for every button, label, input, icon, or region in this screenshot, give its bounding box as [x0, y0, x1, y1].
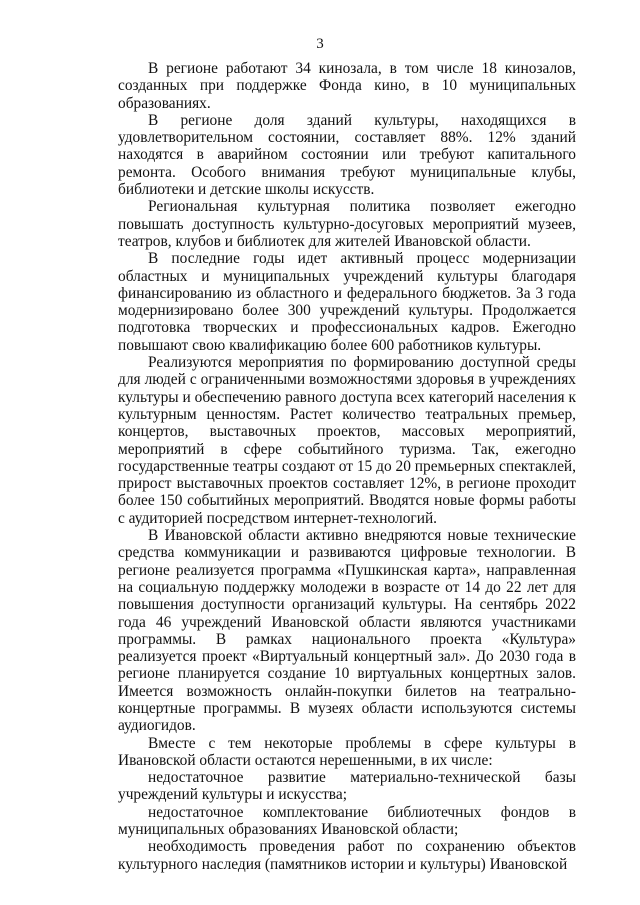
paragraph-problems-intro: Вместе с тем некоторые проблемы в сфере культуры в Ивановской области остаются нерешенными, в их числе:: [118, 734, 576, 769]
paragraph-cinemas: В регионе работают 34 кинозала, в том числе 18 кинозалов, созданных при поддержке Фонда кино, в 10 муниципальных образованиях.: [118, 60, 576, 112]
paragraph-digital-technologies: В Ивановской области активно внедряются новые технические средства коммуникации и развиваются цифровые технологии. В регионе реализуется программа «Пушкинская карта», направленная на социальную поддержку молодежи в возрасте от 14 до 22 лет для повышения доступности организаций культуры. На сентябрь 2022 года 46 учреждений Ивановской области являются участниками программы. В рамках национального проекта «Культура» реализуется проект «Виртуальный концертный зал». До 2030 года в регионе планируется создание 10 виртуальных концертных залов. Имеется возможность онлайн-покупки билетов на театрально-концертные программы. В музеях области используются системы аудиогидов.: [118, 527, 576, 735]
list-item-library-funds: недостаточное комплектование библиотечных фондов в муниципальных образованиях Ивановской области;: [118, 803, 576, 839]
paragraph-buildings-condition: В регионе доля зданий культуры, находящихся в удовлетворительном состоянии, составляет 88%. 12% зданий находятся в аварийном состоянии или требуют капитального ремонта. Особого внимания требуют муниципальные клубы, библиотеки и детские школы искусств.: [118, 111, 576, 199]
list-item-heritage-preservation: необходимость проведения работ по сохранению объектов культурного наследия (памятников истории и культуры) Ивановской: [118, 838, 576, 873]
paragraph-cultural-policy: Региональная культурная политика позволяет ежегодно повышать доступность культурно-досуговых мероприятий музеев, театров, клубов и библиотек для жителей Ивановской области.: [118, 198, 576, 250]
paragraph-accessible-environment: Реализуются мероприятия по формированию доступной среды для людей с ограниченными возможностями здоровья в учреждениях культуры и обеспечению равного доступа всех категорий населения к культурным ценностям. Растет количество театральных премьер, концертов, выставочных проектов, массовых мероприятий, мероприятий в сфере событийного туризма. Так, ежегодно государственные театры создают от 15 до 20 премьерных спектаклей, прирост выставочных проектов составляет 12%, в регионе проходит более 150 событийных мероприятий. Вводятся новые формы работы с аудиторией посредством интернет-технологий.: [118, 354, 576, 527]
page-number: 3: [316, 36, 324, 52]
list-item-material-base: недостаточное развитие материально-технической базы учреждений культуры и искусства;: [118, 769, 576, 804]
document-body: [118, 60, 576, 873]
paragraph-modernization: В последние годы идет активный процесс модернизации областных и муниципальных учреждений культуры благодаря финансированию из областного и федерального бюджетов. За 3 года модернизировано более 300 учреждений культуры. Продолжается подготовка творческих и профессиональных кадров. Ежегодно повышают свою квалификацию более 600 работников культуры.: [118, 250, 576, 354]
